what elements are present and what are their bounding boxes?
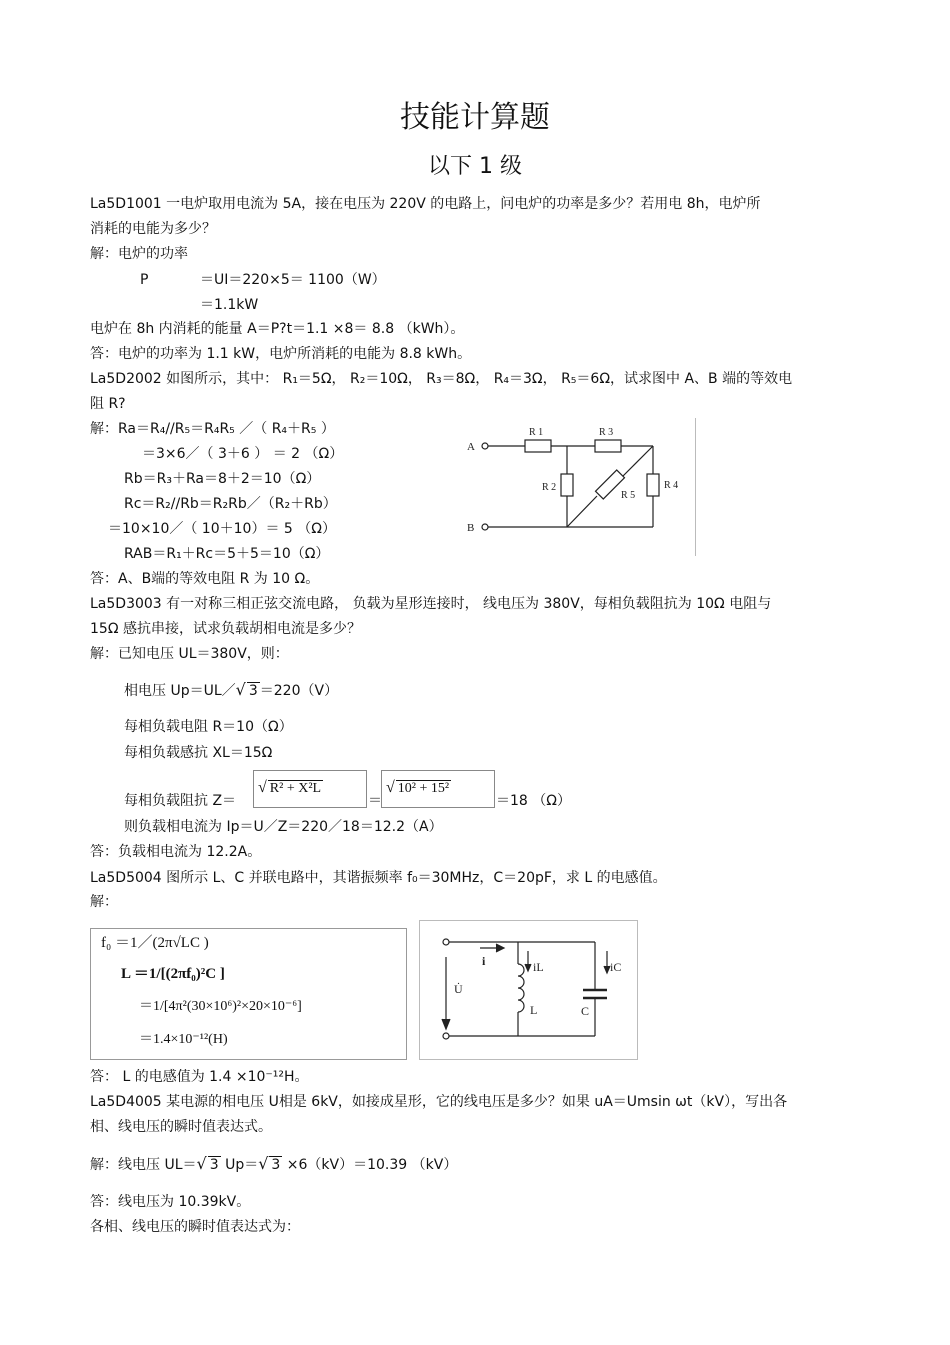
p5-answer: 答：线电压为 10.39kV。 — [90, 1194, 251, 1210]
current-il-label: iL — [533, 960, 544, 974]
p4-answer: 答： L 的电感值为 1.4 ×10⁻¹²H。 — [90, 1069, 309, 1085]
p2-step4: Rc＝R₂//Rb＝R₂Rb／（R₂＋Rb） — [124, 496, 337, 512]
p3-question-line2: 15Ω 感抗串接，试求负载胡相电流是多少？ — [90, 621, 361, 637]
impedance-numeric-image: √ 10² + 15² — [381, 770, 495, 808]
p3-resistance: 每相负载电阻 R＝10（Ω） — [124, 719, 293, 735]
p1-solution-label: 解：电炉的功率 — [90, 246, 188, 262]
p3-question-line1: La5D3003 有一对称三相正弦交流电路， 负载为星形连接时， 线电压为 380V，每相负载阻抗为 10Ω 电阻与 — [90, 596, 772, 612]
p5-tail: 各相、线电压的瞬时值表达式为： — [90, 1219, 300, 1235]
p4-question: La5D5004 图所示 L、C 并联电路中，其谐振频率 f₀＝30MHz，C＝20pF，求 L 的电感值。 — [90, 870, 667, 886]
r1-label: R 1 — [529, 427, 544, 438]
voltage-u-label: U̇ — [454, 982, 463, 996]
p2-question-line2: 阻 R? — [90, 396, 126, 412]
p1-question-line2: 消耗的电能为多少？ — [90, 221, 216, 237]
p3-impedance-result: ＝18 （Ω） — [496, 793, 571, 809]
p2-question-line1: La5D2002 如图所示，其中： R₁＝5Ω， R₂＝10Ω， R₃＝8Ω， R₄＝3Ω， R₅＝6Ω，试求图中 A、B 端的等效电 — [90, 371, 793, 387]
p1-eq1-rhs: ＝UI＝220×5＝ 1100（W） — [200, 272, 386, 288]
p3-impedance-eq: ＝ — [368, 793, 382, 809]
p5-solution: 解：线电压 UL＝√ 3 Up＝√ 3 ×6（kV）＝10.39 （kV） — [90, 1154, 458, 1173]
resistor-network-diagram — [447, 418, 696, 556]
p2-answer: 答：A、B端的等效电阻 R 为 10 Ω。 — [90, 571, 320, 587]
formula-line2: L ＝1/[(2πf₀)²C ] — [121, 966, 225, 982]
inductor-label: L — [530, 1003, 538, 1017]
formula-line4: ＝1.4×10⁻¹²(H) — [139, 1032, 228, 1047]
p3-solution-label: 解：已知电压 UL＝380V，则： — [90, 646, 289, 662]
p2-step2: ＝3×6／（ 3＋6 ） ＝ 2 （Ω） — [142, 446, 344, 462]
p5-question-line1: La5D4005 某电源的相电压 U相是 6kV，如接成星形，它的线电压是多少？如果 uA＝Umsin ωt（kV），写出各 — [90, 1094, 788, 1110]
p3-phase-voltage: 相电压 Up＝UL／√ 3 ＝220（V） — [124, 680, 339, 699]
r3-label: R 3 — [599, 427, 614, 438]
p1-eq2-rhs: ＝1.1kW — [200, 297, 259, 313]
impedance-radicand-symbolic: R² + X²L — [269, 781, 322, 796]
p1-question-line1: La5D1001 一电炉取用电流为 5A，接在电压为 220V 的电路上，问电炉的功率是多少？若用电 8h，电炉所 — [90, 196, 761, 212]
capacitor-label: C — [581, 1004, 590, 1018]
impedance-radicand-numeric: 10² + 15² — [397, 781, 450, 796]
p2-step1: 解：Ra＝R₄//R₅＝R₄R₅ ／（ R₄＋R₅ ） — [90, 421, 335, 437]
inductance-formula-image — [90, 928, 407, 1060]
p3-reactance: 每相负载感抗 XL＝15Ω — [124, 745, 273, 761]
p1-energy: 电炉在 8h 内消耗的能量 A＝P?t＝1.1 ×8＝ 8.8 （kWh）。 — [90, 321, 465, 337]
page-subtitle: 以下 1 级 — [428, 154, 522, 179]
p2-step6: RAB＝R₁＋Rc＝5＋5＝10（Ω） — [124, 546, 330, 562]
p1-answer: 答：电炉的功率为 1.1 kW，电炉所消耗的电能为 8.8 kWh。 — [90, 346, 472, 362]
impedance-formula-image: √ R² + X²L — [253, 770, 367, 808]
p2-step3: Rb＝R₃＋Ra＝8＋2＝10（Ω） — [124, 471, 321, 487]
terminal-b-label: B — [467, 522, 475, 534]
current-i-label: i — [482, 954, 486, 968]
r5-label: R 5 — [621, 490, 636, 501]
r4-label: R 4 — [664, 480, 679, 491]
current-ic-label: iC — [610, 960, 622, 974]
p1-eq1-lhs: P — [140, 272, 149, 288]
p4-solution-label: 解： — [90, 894, 118, 910]
p3-impedance-label: 每相负载阻抗 Z＝ — [124, 793, 237, 809]
p3-answer: 答：负载相电流为 12.2A。 — [90, 844, 262, 860]
p5-question-line2: 相、线电压的瞬时值表达式。 — [90, 1119, 272, 1135]
p2-step5: ＝10×10／（ 10＋10）＝ 5 （Ω） — [108, 521, 336, 537]
p3-current: 则负载相电流为 Ip＝U／Z＝220／18＝12.2（A） — [124, 819, 443, 835]
terminal-a-label: A — [467, 441, 475, 453]
formula-line3: ＝1/[4π²(30×10⁶)²×20×10⁻⁶] — [139, 999, 302, 1014]
r2-label: R 2 — [542, 482, 557, 493]
page-title: 技能计算题 — [400, 100, 550, 135]
formula-line1: f₀ ＝1／(2π√LC ) — [101, 935, 209, 951]
lc-circuit-diagram — [419, 920, 638, 1060]
